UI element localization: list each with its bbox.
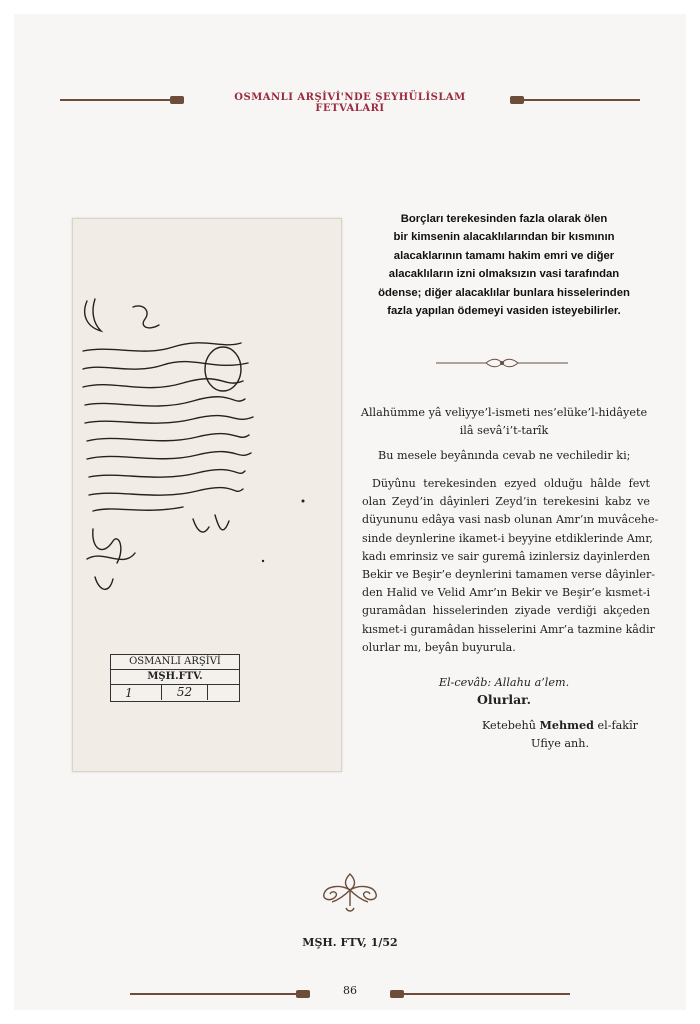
answer-text: Olurlar. xyxy=(477,692,531,707)
fatwa-invocation xyxy=(358,404,650,440)
fatwa-question-body xyxy=(362,475,659,657)
footer-rule-left xyxy=(130,993,308,995)
invocation-line: Allahümme yâ veliyye’l-ismeti nes’elüke’l-hidâyete xyxy=(360,406,648,419)
summary-line: Borçları terekesinden fazla olarak ölen xyxy=(400,213,608,225)
summary-line: alacaklıların izni olmaksızın vasi tarafından xyxy=(388,268,620,281)
header-rule-left xyxy=(60,99,182,101)
stamp-number-b: 52 xyxy=(161,685,208,700)
summary-line: ödense; diğer alacaklılar bunlara hisselerinden xyxy=(378,286,630,299)
signer-prefix: Ketebehû xyxy=(481,719,536,732)
archive-stamp xyxy=(110,654,240,702)
signer-block xyxy=(470,716,650,753)
footer-rule-right xyxy=(392,993,570,995)
page-footer xyxy=(130,984,570,1000)
signer-name: Mehmed xyxy=(539,718,594,732)
body-line: düyununu edâya vasi nasb olunan Amr’ın muvâcehe- xyxy=(362,513,659,527)
body-line: guramâdan hisselerinden ziyade verdiği akçeden xyxy=(362,604,650,618)
stamp-archive-name: OSMANLI ARŞİVİ xyxy=(111,656,239,670)
stamp-number xyxy=(111,685,239,701)
summary-line: fazla yapılan ödemeyi vasiden isteyebilirler. xyxy=(387,305,621,318)
summary-line: alacaklarının tamamı hakim emri ve diğer xyxy=(393,249,615,262)
fatwa-question-lead: Bu mesele beyânında cevab ne vechiledir ki; xyxy=(378,449,631,462)
signer-line-1 xyxy=(470,716,650,735)
running-header xyxy=(60,90,640,114)
summary-line: bir kimsenin alacaklılarından bir kısmının xyxy=(393,231,615,244)
page-number: 86 xyxy=(343,984,357,997)
fatwa-summary xyxy=(358,210,650,320)
body-line: den Halid ve Velid Amr’ın Bekir ve Beşir’e kısmet-i xyxy=(362,586,650,600)
divider-ornament-icon xyxy=(436,356,568,370)
body-line: Düyûnu terekesinden ezyed olduğu hâlde fevt xyxy=(372,477,650,490)
flourish-ornament-icon xyxy=(318,870,382,914)
document-reference: MŞH. FTV, 1/52 xyxy=(302,936,398,949)
body-line: Bekir ve Beşir’e deynlerini tamamen verse dâyinler- xyxy=(362,568,656,582)
body-line: olan Zeyd’in dâyinleri Zeyd’in terekesini kabz ve xyxy=(362,495,650,509)
header-title: OSMANLI ARŞİVİ'NDE ŞEYHÜLİSLAM FETVALARI xyxy=(234,92,466,114)
body-line: olurlar mı, beyân buyurula. xyxy=(362,640,516,654)
answer-label: El-cevâb: Allahu a’lem. xyxy=(438,676,570,689)
stamp-collection: MŞH.FTV. xyxy=(111,671,239,685)
invocation-line: ilâ sevâ’i’t-tarîk xyxy=(459,424,549,437)
header-rule-right xyxy=(512,99,640,101)
signer-suffix: el-fakîr xyxy=(597,719,639,732)
body-line: kısmet-i guramâdan hisselerini Amr’a tazmine kâdir xyxy=(362,622,655,636)
body-line: sinde deynlerine ikamet-i beyyine etdiklerinde Amr, xyxy=(362,531,653,545)
body-line: kadı emrinsiz ve sair guremâ izinlersiz dayinlerden xyxy=(362,549,651,563)
signer-line-2: Ufiye anh. xyxy=(530,737,590,750)
stamp-number-a: 1 xyxy=(125,686,133,700)
